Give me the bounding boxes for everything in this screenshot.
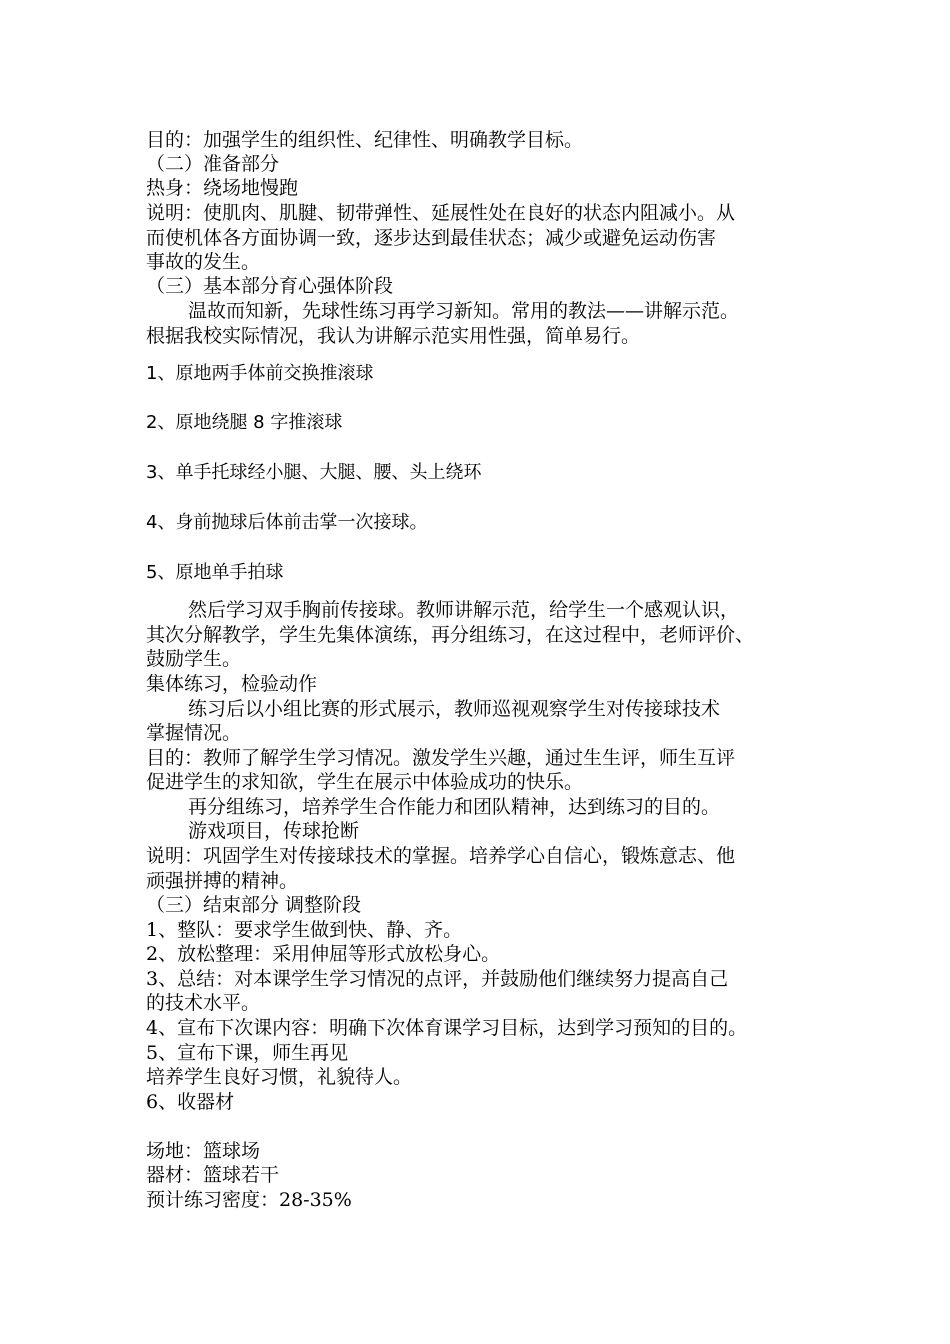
paragraph-line: 其次分解教学，学生先集体演练，再分组练习，在这过程中，老师评价、 (146, 624, 755, 646)
list-item: 1、整队：要求学生做到快、静、齐。 (146, 919, 463, 941)
equipment-line: 器材：篮球若干 (146, 1164, 280, 1186)
section-heading-ending: （三）结束部分 调整阶段 (146, 894, 362, 916)
explanation-line: 说明：使肌肉、肌腱、韧带弹性、延展性处在良好的状态内阻减小。从 (146, 202, 736, 224)
objective-line: 目的：教师了解学生学习情况。激发学生兴趣，通过生生评，师生互评 (146, 747, 736, 769)
density-line: 预计练习密度：28-35% (146, 1189, 352, 1211)
paragraph-line: 掌握情况。 (146, 722, 242, 744)
drill-item-3: 3、单手托球经小腿、大腿、腰、头上绕环 (146, 462, 482, 483)
venue-line: 场地：篮球场 (146, 1140, 261, 1162)
explanation-line: 事故的发生。 (146, 251, 261, 273)
list-item: 2、放松整理：采用伸屈等形式放松身心。 (146, 943, 501, 965)
paragraph-line: 培养学生良好习惯，礼貌待人。 (146, 1066, 413, 1088)
paragraph-line: 温故而知新，先球性练习再学习新知。常用的教法——讲解示范。 (188, 300, 740, 322)
explanation-line: 说明：巩固学生对传接球技术的掌握。培养学心自信心，锻炼意志、他 (146, 845, 736, 867)
list-item: 5、宣布下课，师生再见 (146, 1042, 349, 1064)
subheading-line: 集体练习，检验动作 (146, 673, 318, 695)
paragraph-line: 再分组练习，培养学生合作能力和团队精神，达到练习的目的。 (188, 796, 721, 818)
drill-item-2: 2、原地绕腿 8 字推滚球 (146, 412, 343, 433)
section-heading-preparation: （二）准备部分 (146, 153, 280, 175)
list-item: 的技术水平。 (146, 992, 261, 1014)
warmup-line: 热身：绕场地慢跑 (146, 177, 299, 199)
section-heading-basic: （三）基本部分育心强体阶段 (146, 275, 394, 297)
drill-item-5: 5、原地单手拍球 (146, 562, 284, 583)
paragraph-line: 根据我校实际情况，我认为讲解示范实用性强，简单易行。 (146, 325, 641, 347)
list-item: 6、收器材 (146, 1091, 235, 1113)
objective-line: 目的：加强学生的组织性、纪律性、明确教学目标。 (146, 129, 584, 151)
list-item: 3、总结：对本课学生学习情况的点评，并鼓励他们继续努力提高自己 (146, 968, 729, 990)
drill-item-4: 4、身前抛球后体前击掌一次接球。 (146, 512, 428, 533)
drill-item-1: 1、原地两手体前交换推滚球 (146, 363, 374, 384)
objective-line: 促进学生的求知欲，学生在展示中体验成功的快乐。 (146, 771, 584, 793)
paragraph-line: 鼓励学生。 (146, 648, 242, 670)
list-item: 4、宣布下次课内容：明确下次体育课学习目标，达到学习预知的目的。 (146, 1017, 748, 1039)
paragraph-line: 练习后以小组比赛的形式展示，教师巡视观察学生对传接球技术 (188, 698, 721, 720)
paragraph-line: 游戏项目，传球抢断 (188, 820, 360, 842)
explanation-line: 而使机体各方面协调一致，逐步达到最佳状态；减少或避免运动伤害 (146, 227, 717, 249)
paragraph-line: 然后学习双手胸前传接球。教师讲解示范，给学生一个感观认识， (188, 599, 740, 621)
explanation-line: 顽强拼搏的精神。 (146, 870, 299, 892)
